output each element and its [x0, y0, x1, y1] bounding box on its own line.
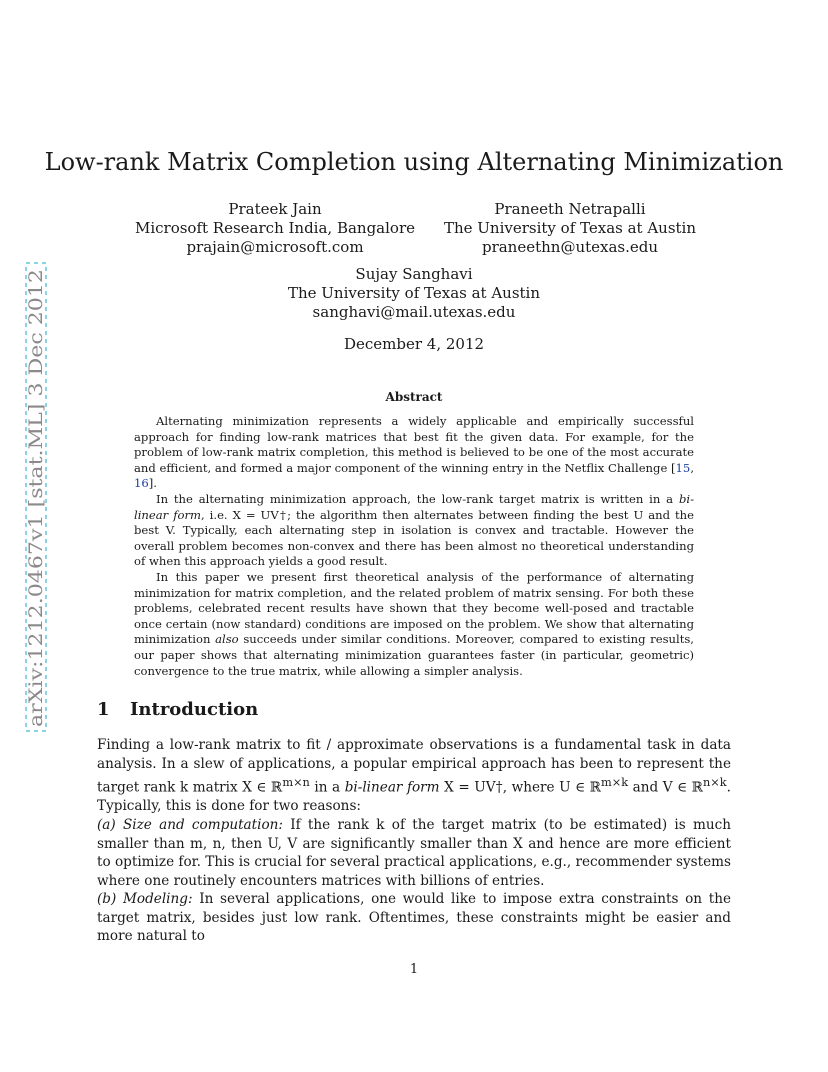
author-block-1	[130, 200, 420, 257]
page-number: 1	[409, 962, 419, 977]
author-affiliation: Microsoft Research India, Bangalore	[134, 219, 416, 237]
author-block-2	[425, 200, 715, 257]
intro-body	[97, 736, 731, 946]
author-name: Praneeth Netrapalli	[494, 200, 646, 218]
abstract-paragraph-2: In the alternating minimization approach, the low-rank target matrix is written in a bi-linear form, i.e. X = UV†; the algorithm then alternates between finding the best U and the best V. Typically, each alternating step in isolation is convex and tractable. However the overall problem becomes non-convex and there has been almost no theoretical understanding of when this approach yields a good result.	[134, 491, 694, 569]
author-affiliation: The University of Texas at Austin	[287, 284, 541, 302]
abstract-heading: Abstract	[385, 390, 443, 404]
paper-date: December 4, 2012	[343, 335, 485, 353]
intro-paragraph-1: Finding a low-rank matrix to fit / approximate observations is a fundamental task in data analysis. In a slew of applications, a popular empirical approach has been to represent the target rank k matrix X ∈ ℝ$^{m\times n}$ in a bi-linear form X = UV†, where U ∈ ℝ$^{m\times k}$ and V ∈ ℝ$^{n\times k}$. Typically, this is done for two reasons:	[97, 737, 731, 815]
author-email: prajain@microsoft.com	[186, 238, 364, 256]
author-name: Sujay Sanghavi	[355, 265, 473, 283]
author-block-3	[264, 265, 564, 322]
section-heading	[97, 699, 258, 720]
author-email: praneethn@utexas.edu	[481, 238, 659, 256]
author-affiliation: The University of Texas at Austin	[443, 219, 697, 237]
section-title: Introduction	[130, 699, 259, 720]
section-number: 1	[97, 699, 110, 720]
abstract-paragraph-1: Alternating minimization represents a widely applicable and empirically successful approach for finding low-rank matrices that best fit the given data. For example, for the problem of low-rank matrix completion, this method is believed to be one of the most accurate and efficient, and formed a major component of the winning entry in the Netflix Challenge [15, 16].	[134, 414, 694, 491]
author-name: Prateek Jain	[228, 200, 322, 218]
intro-paragraph-2: (a) Size and computation: If the rank k of the target matrix (to be estimated) is much smaller than m, n, then U, V are significantly smaller than X and hence are more efficient to optimize for. This is crucial for several practical applications, e.g., recommender systems where one routinely encounters matrices with billions of entries.	[97, 816, 731, 889]
abstract-body	[134, 414, 694, 679]
author-email: sanghavi@mail.utexas.edu	[312, 303, 516, 321]
citation-link[interactable]: 16	[134, 476, 149, 491]
intro-paragraph-3: (b) Modeling: In several applications, one would like to impose extra constraints on the target matrix, besides just low rank. Oftentimes, these constraints might be easier and more natural to	[97, 891, 731, 945]
arxiv-stamp-text: arXiv:1212.0467v1 [stat.ML] 3 Dec 2012	[25, 333, 47, 727]
paper-title: Low-rank Matrix Completion using Alternating Minimization	[44, 148, 784, 176]
abstract-paragraph-3: In this paper we present first theoretical analysis of the performance of alternating minimization for matrix completion, and the related problem of matrix sensing. For both these problems, celebrated recent results have shown that they become well-posed and tractable once certain (now standard) conditions are imposed on the problem. We show that alternating minimization also succeeds under similar conditions. Moreover, compared to existing results, our paper shows that alternating minimization guarantees faster (in particular, geometric) convergence to the true matrix, while allowing a simpler analysis.	[134, 569, 694, 678]
citation-link[interactable]: 15	[675, 460, 691, 475]
arxiv-stamp	[25, 262, 47, 732]
